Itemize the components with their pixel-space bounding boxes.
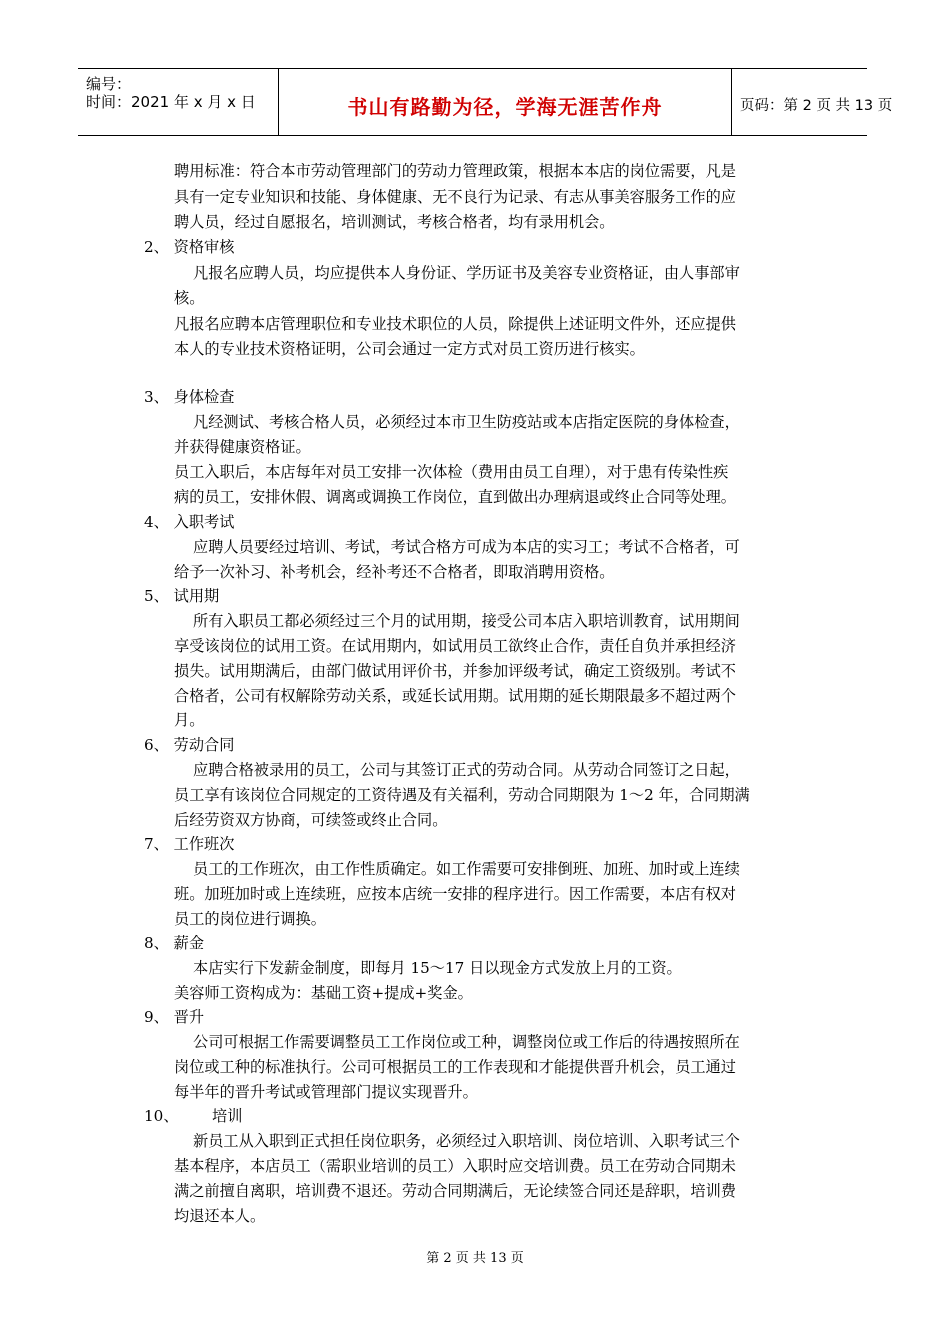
body-line: 月。	[174, 711, 205, 729]
section-heading: 培训	[212, 1107, 243, 1125]
section-heading: 2、 资格审核	[144, 238, 235, 256]
body-line: 凡经测试、考核合格人员，必须经过本市卫生防疫站或本店指定医院的身体检查，	[193, 413, 740, 431]
body-line: 应聘合格被录用的员工，公司与其签订正式的劳动合同。从劳动合同签订之日起，	[193, 761, 740, 779]
header-meta-cell	[78, 69, 279, 135]
section-heading: 4、 入职考试	[144, 513, 235, 531]
section-heading: 8、 薪金	[144, 934, 205, 952]
body-line: 基本程序，本店员工（需职业培训的员工）入职时应交培训费。员工在劳动合同期未	[174, 1157, 736, 1175]
page-footer: 第 2 页 共 13 页	[426, 1251, 524, 1266]
section-heading: 9、 晋升	[144, 1008, 205, 1026]
body-line: 新员工从入职到正式担任岗位职务，必须经过入职培训、岗位培训、入职考试三个	[193, 1132, 740, 1150]
body-line: 聘用标准：符合本市劳动管理部门的劳动力管理政策，根据本本店的岗位需要，凡是	[174, 162, 736, 180]
document-header	[78, 68, 893, 136]
body-line: 美容师工资构成为：基础工资+提成+奖金。	[174, 984, 473, 1002]
body-line: 聘人员，经过自愿报名，培训测试，考核合格者，均有录用机会。	[174, 213, 615, 231]
body-line: 本店实行下发薪金制度，即每月 15～17 日以现金方式发放上月的工资。	[193, 959, 682, 977]
body-line: 员工入职后，本店每年对员工安排一次体检（费用由员工自理），对于患有传染性疾	[174, 463, 729, 481]
body-line: 员工享有该岗位合同规定的工资待遇及有关福利，劳动合同期限为 1～2 年，合同期满	[174, 786, 750, 804]
body-line: 本人的专业技术资格证明，公司会通过一定方式对员工资历进行核实。	[174, 340, 645, 358]
body-line: 享受该岗位的试用工资。在试用期内，如试用员工欲终止合作，责任自负并承担经济	[174, 637, 736, 655]
body-line: 并获得健康资格证。	[174, 438, 311, 456]
body-line: 损失。试用期满后，由部门做试用评价书，并参加评级考试，确定工资级别。考试不	[174, 662, 736, 680]
section-number: 10、	[144, 1107, 179, 1125]
header-motto-cell	[279, 69, 732, 135]
body-line: 具有一定专业知识和技能、身体健康、无不良行为记录、有志从事美容服务工作的应	[174, 188, 736, 206]
body-line: 凡报名应聘本店管理职位和专业技术职位的人员，除提供上述证明文件外，还应提供	[174, 315, 736, 333]
body-line: 均退还本人。	[174, 1207, 266, 1225]
body-line: 班。加班加时或上连续班，应按本店统一安排的程序进行。因工作需要，本店有权对	[174, 885, 736, 903]
body-line: 应聘人员要经过培训、考试，考试合格方可成为本店的实习工；考试不合格者，可	[193, 538, 740, 556]
body-line: 给予一次补习、补考机会，经补考还不合格者，即取消聘用资格。	[174, 563, 615, 581]
body-line: 所有入职员工都必须经过三个月的试用期，接受公司本店入职培训教育，试用期间	[193, 612, 740, 630]
section-heading: 7、 工作班次	[144, 835, 235, 853]
body-line: 核。	[174, 289, 205, 307]
body-line: 合格者，公司有权解除劳动关系，或延长试用期。试用期的延长期限最多不超过两个	[174, 687, 736, 705]
body-line: 后经劳资双方协商，可续签或终止合同。	[174, 811, 448, 829]
body-line: 病的员工，安排休假、调离或调换工作岗位，直到做出办理病退或终止合同等处理。	[174, 488, 736, 506]
body-line: 员工的岗位进行调换。	[174, 910, 326, 928]
body-line: 岗位或工种的标准执行。公司可根据员工的工作表现和才能提供晋升机会，员工通过	[174, 1058, 736, 1076]
header-page-cell	[732, 69, 893, 135]
body-line: 凡报名应聘人员，均应提供本人身份证、学历证书及美容专业资格证，由人事部审	[193, 264, 740, 282]
header-motto: 书山有路勤为径，学海无涯苦作舟	[347, 95, 663, 119]
section-heading: 3、 身体检查	[144, 388, 235, 406]
section-heading: 6、 劳动合同	[144, 736, 235, 754]
document-time-label: 时间：2021 年 x 月 x 日	[86, 93, 256, 111]
body-line: 每半年的晋升考试或管理部门提议实现晋升。	[174, 1083, 478, 1101]
section-heading: 5、 试用期	[144, 587, 220, 605]
body-line: 员工的工作班次，由工作性质确定。如工作需要可安排倒班、加班、加时或上连续	[193, 860, 740, 878]
body-line: 满之前擅自离职，培训费不退还。劳动合同期满后，无论续签合同还是辞职，培训费	[174, 1182, 736, 1200]
header-page-label: 页码：第 2 页 共 13 页	[740, 98, 893, 114]
body-line: 公司可根据工作需要调整员工工作岗位或工种，调整岗位或工作后的待遇按照所在	[193, 1033, 740, 1051]
document-number-label: 编号：	[86, 75, 132, 93]
